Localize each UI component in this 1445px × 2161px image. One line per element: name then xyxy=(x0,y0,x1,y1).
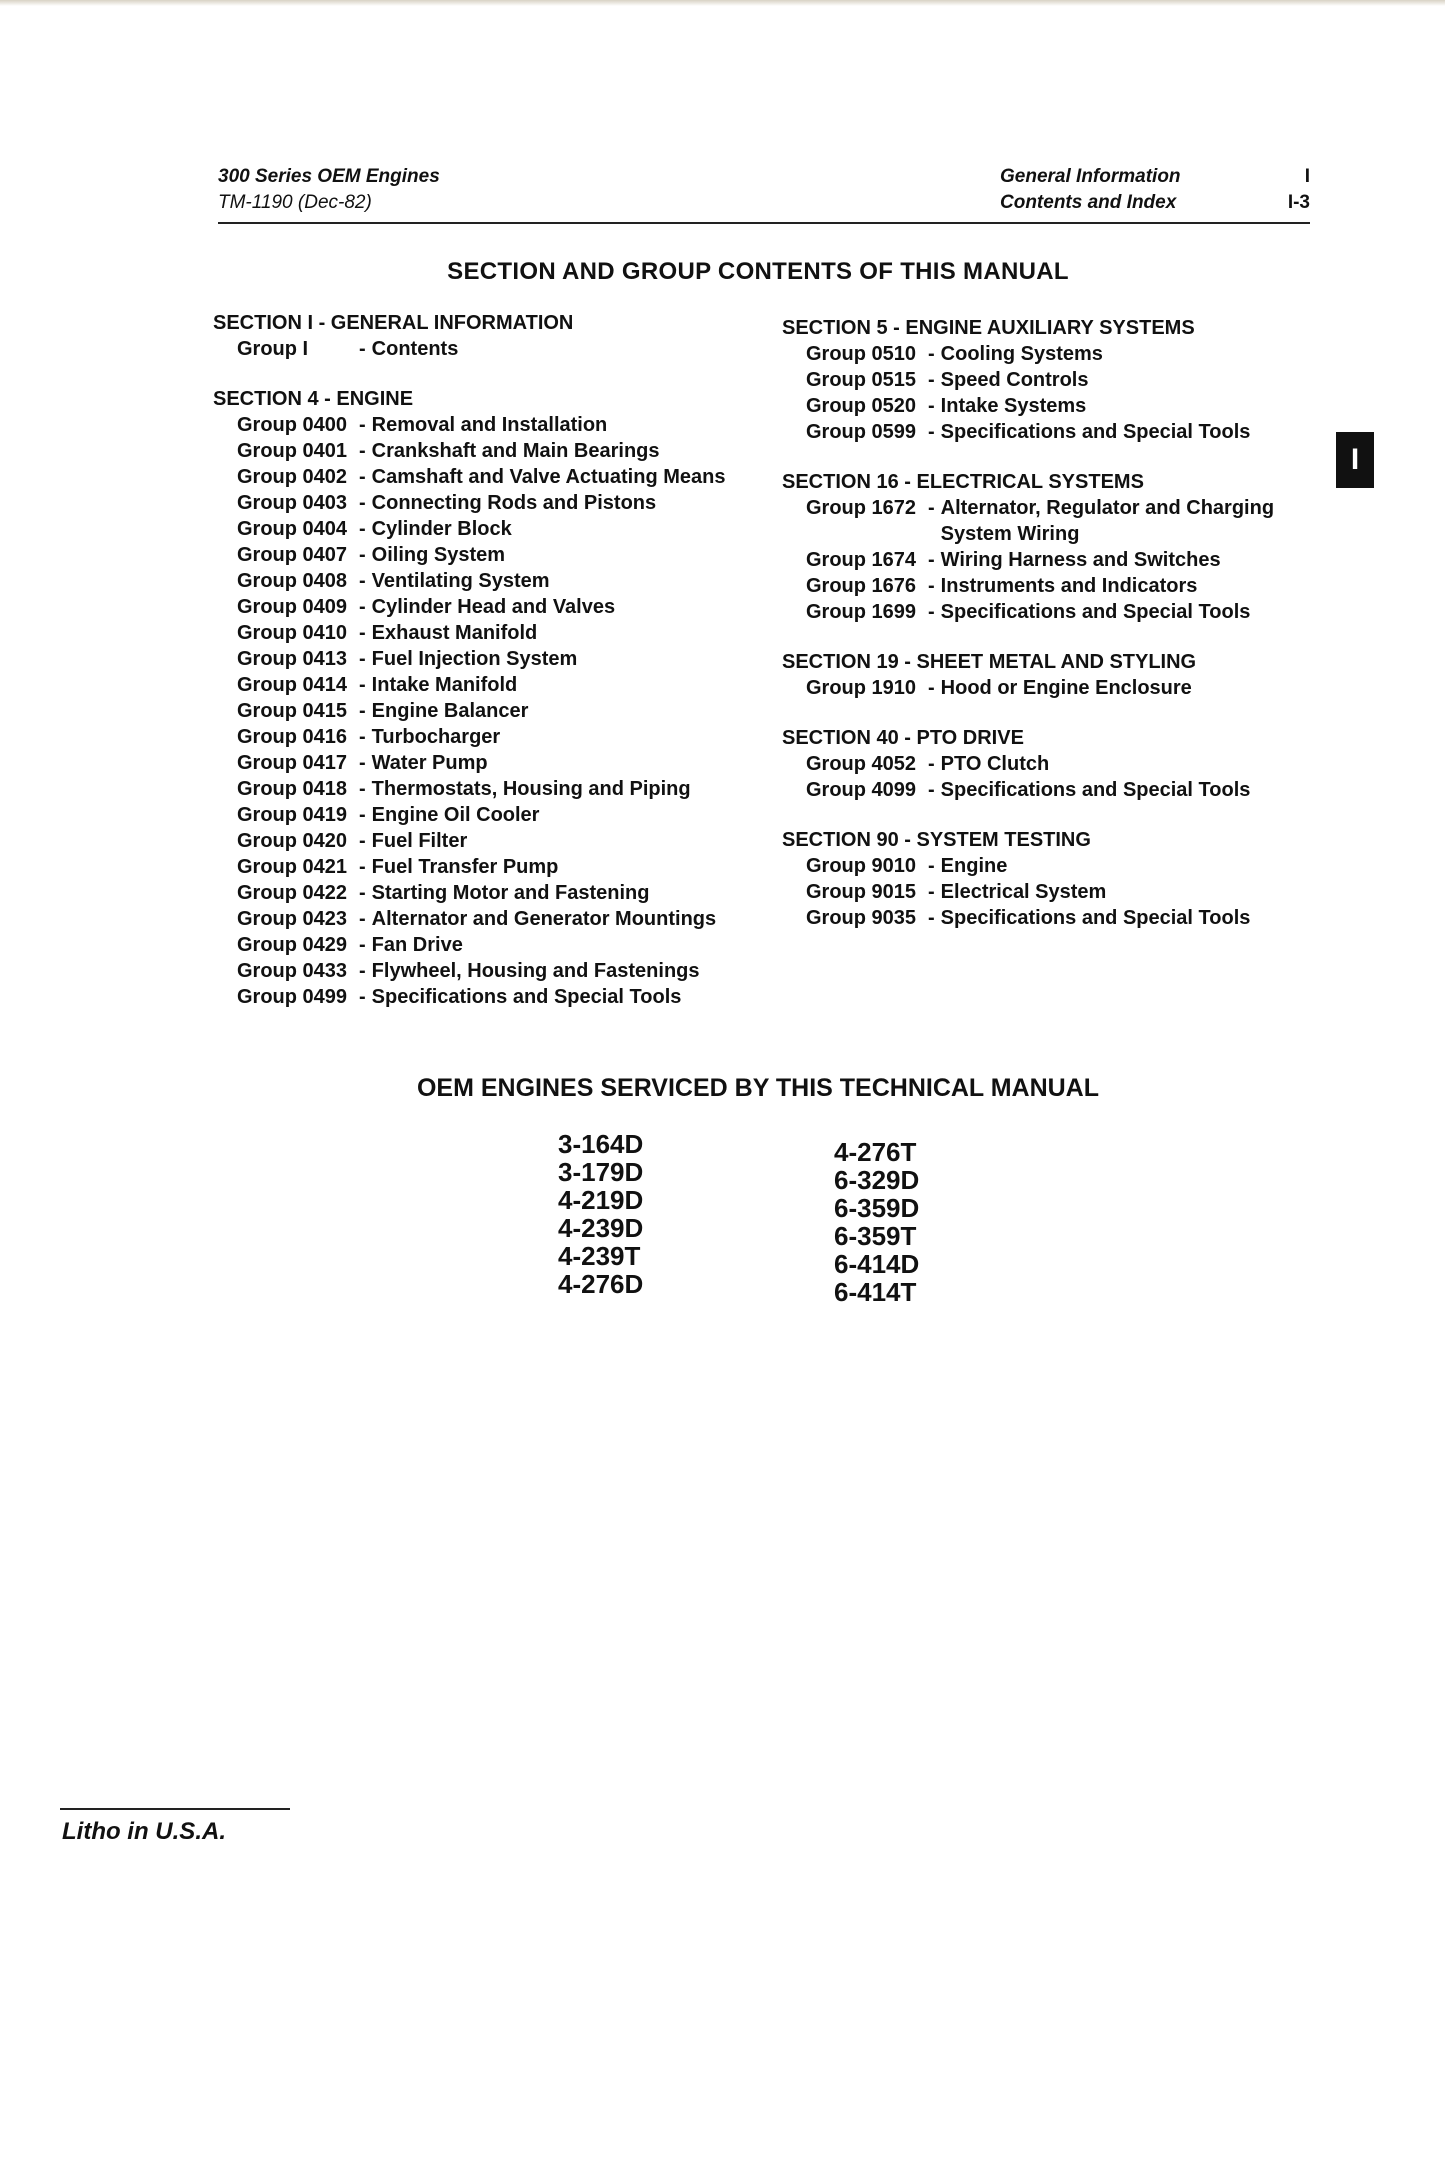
group-entry xyxy=(213,854,743,880)
engine-model: 6-414T xyxy=(834,1277,917,1307)
section-title: SECTION 16 - ELECTRICAL SYSTEMS xyxy=(782,471,1144,493)
group-code: Group 1672 xyxy=(806,497,917,519)
section-tab: I xyxy=(1336,432,1374,488)
group-code: Group 1676 xyxy=(806,575,917,597)
group-separator: - xyxy=(928,395,935,417)
group-title: Cylinder Head and Valves xyxy=(371,596,616,618)
group-title: Water Pump xyxy=(371,752,488,774)
group-separator: - xyxy=(359,882,366,904)
group-separator: - xyxy=(928,677,935,699)
contents-section xyxy=(782,469,1342,625)
section-title: SECTION 5 - ENGINE AUXILIARY SYSTEMS xyxy=(782,317,1195,339)
group-code: Group 0416 xyxy=(237,726,348,748)
group-separator: - xyxy=(359,830,366,852)
group-title: Turbocharger xyxy=(371,726,501,748)
group-code: Group 0404 xyxy=(237,518,348,540)
engine-model: 6-329D xyxy=(834,1165,920,1195)
group-title: Starting Motor and Fastening xyxy=(371,882,650,904)
engine-model: 6-359D xyxy=(834,1193,920,1223)
group-code: Group 1674 xyxy=(806,549,917,571)
group-code: Group 0400 xyxy=(237,414,348,436)
group-title: Contents xyxy=(371,338,459,360)
group-title: Specifications and Special Tools xyxy=(940,907,1251,929)
group-title: Fan Drive xyxy=(371,934,463,956)
group-title: Alternator, Regulator and Charging System Wiring xyxy=(940,497,1275,545)
group-code: Group 0403 xyxy=(237,492,348,514)
group-code: Group 0419 xyxy=(237,804,348,826)
group-title: Fuel Transfer Pump xyxy=(371,856,559,878)
group-entry xyxy=(213,906,743,932)
contents-section xyxy=(782,725,1342,803)
engine-model: 4-276D xyxy=(558,1269,644,1299)
group-separator: - xyxy=(359,752,366,774)
group-title: Instruments and Indicators xyxy=(940,575,1198,597)
group-separator: - xyxy=(928,343,935,365)
contents-section xyxy=(782,827,1342,931)
group-entry xyxy=(782,777,1342,803)
page-ref xyxy=(1280,164,1310,216)
group-entry xyxy=(782,599,1342,625)
engine-model: 4-239T xyxy=(558,1241,641,1271)
group-entry xyxy=(213,594,743,620)
group-code: Group 0420 xyxy=(237,830,348,852)
group-entry xyxy=(213,958,743,984)
group-separator: - xyxy=(359,544,366,566)
group-code: Group 0510 xyxy=(806,343,917,365)
group-title: Thermostats, Housing and Piping xyxy=(371,778,691,800)
group-entry xyxy=(213,620,743,646)
group-code: Group 0499 xyxy=(237,986,348,1008)
engine-model: 4-219D xyxy=(558,1185,644,1215)
group-title: Ventilating System xyxy=(371,570,550,592)
group-entry xyxy=(213,776,743,802)
group-code: Group 0414 xyxy=(237,674,348,696)
group-separator: - xyxy=(359,518,366,540)
group-entry xyxy=(213,880,743,906)
group-separator: - xyxy=(359,986,366,1008)
group-title: Specifications and Special Tools xyxy=(371,986,682,1008)
group-title: Specifications and Special Tools xyxy=(940,421,1251,443)
section-title: SECTION 40 - PTO DRIVE xyxy=(782,727,1024,749)
group-title: Hood or Engine Enclosure xyxy=(940,677,1192,699)
group-code: Group 0422 xyxy=(237,882,348,904)
contents-section xyxy=(213,310,743,362)
group-separator: - xyxy=(359,674,366,696)
group-title: Connecting Rods and Pistons xyxy=(371,492,657,514)
group-title: Alternator and Generator Mountings xyxy=(371,908,717,930)
group-title: Cooling Systems xyxy=(940,343,1103,365)
group-title: Oiling System xyxy=(371,544,506,566)
group-separator: - xyxy=(928,497,935,519)
header-right xyxy=(1000,164,1181,216)
group-entry xyxy=(213,802,743,828)
group-entry xyxy=(782,573,1342,599)
header-left xyxy=(218,164,440,216)
group-title: Specifications and Special Tools xyxy=(940,601,1251,623)
group-separator: - xyxy=(928,753,935,775)
group-entry xyxy=(213,438,743,464)
group-title: Exhaust Manifold xyxy=(371,622,538,644)
group-code: Group 9015 xyxy=(806,881,917,903)
engine-model: 6-414D xyxy=(834,1249,920,1279)
group-separator: - xyxy=(359,778,366,800)
contents-section xyxy=(213,386,743,1010)
group-entry xyxy=(213,646,743,672)
group-separator: - xyxy=(359,622,366,644)
group-entry xyxy=(782,879,1342,905)
group-entry xyxy=(213,464,743,490)
group-code: Group 0429 xyxy=(237,934,348,956)
group-title: Flywheel, Housing and Fastenings xyxy=(371,960,700,982)
section-title: SECTION 4 - ENGINE xyxy=(213,388,414,410)
group-code: Group 9035 xyxy=(806,907,917,929)
right-contents-column xyxy=(782,315,1342,955)
page-number: I-3 xyxy=(1287,192,1310,213)
group-separator: - xyxy=(928,881,935,903)
group-separator: - xyxy=(359,414,366,436)
group-title: Camshaft and Valve Actuating Means xyxy=(371,466,726,488)
group-code: Group 0417 xyxy=(237,752,348,774)
group-code: Group 0415 xyxy=(237,700,348,722)
group-entry xyxy=(213,542,743,568)
group-entry xyxy=(782,341,1342,367)
contents-section xyxy=(782,649,1342,701)
group-title: Engine xyxy=(940,855,1008,877)
group-code: Group 0408 xyxy=(237,570,348,592)
engine-model: 3-164D xyxy=(558,1129,644,1159)
group-title: Speed Controls xyxy=(940,369,1089,391)
group-entry xyxy=(782,675,1342,701)
group-entry xyxy=(782,393,1342,419)
group-separator: - xyxy=(359,934,366,956)
group-entry xyxy=(782,367,1342,393)
group-separator: - xyxy=(928,907,935,929)
group-separator: - xyxy=(928,779,935,801)
group-separator: - xyxy=(928,421,935,443)
group-entry xyxy=(782,547,1342,573)
group-separator: - xyxy=(359,596,366,618)
engine-model: 6-359T xyxy=(834,1221,917,1251)
group-entry xyxy=(213,336,743,362)
group-title: Intake Manifold xyxy=(371,674,518,696)
group-entry xyxy=(213,490,743,516)
group-code: Group 1699 xyxy=(806,601,917,623)
group-entry xyxy=(782,853,1342,879)
group-title: Crankshaft and Main Bearings xyxy=(371,440,660,462)
group-title: Electrical System xyxy=(940,881,1107,903)
group-entry xyxy=(213,516,743,542)
group-entry xyxy=(213,828,743,854)
group-title: Fuel Filter xyxy=(371,830,468,852)
group-separator: - xyxy=(359,804,366,826)
contents-section xyxy=(782,315,1342,445)
manual-title: 300 Series OEM Engines xyxy=(218,166,440,187)
group-code: Group 0410 xyxy=(237,622,348,644)
section-title: SECTION 90 - SYSTEM TESTING xyxy=(782,829,1091,851)
group-code: Group 0413 xyxy=(237,648,348,670)
group-title: Removal and Installation xyxy=(371,414,608,436)
group-entry xyxy=(213,698,743,724)
group-entry xyxy=(782,495,1342,547)
group-code: Group 0407 xyxy=(237,544,348,566)
group-title: Specifications and Special Tools xyxy=(940,779,1251,801)
group-title: Cylinder Block xyxy=(371,518,512,540)
page-edge xyxy=(0,0,1445,6)
engine-model: 3-179D xyxy=(558,1157,644,1187)
group-code: Group 0421 xyxy=(237,856,348,878)
group-code: Group 0599 xyxy=(806,421,917,443)
contents-title: SECTION AND GROUP CONTENTS OF THIS MANUAL xyxy=(447,258,1069,285)
group-entry xyxy=(213,672,743,698)
group-title: PTO Clutch xyxy=(940,753,1050,775)
engine-model: 4-239D xyxy=(558,1213,644,1243)
group-separator: - xyxy=(359,960,366,982)
page-section: I xyxy=(1304,166,1310,187)
group-separator: - xyxy=(359,440,366,462)
left-contents-column xyxy=(213,310,743,1034)
group-code: Group 0423 xyxy=(237,908,348,930)
engine-model: 4-276T xyxy=(834,1137,917,1167)
group-entry xyxy=(782,751,1342,777)
group-title: Fuel Injection System xyxy=(371,648,578,670)
group-separator: - xyxy=(928,855,935,877)
group-title: Intake Systems xyxy=(940,395,1087,417)
group-entry xyxy=(213,932,743,958)
group-separator: - xyxy=(928,369,935,391)
engines-list-a xyxy=(558,1130,643,1298)
group-separator: - xyxy=(359,492,366,514)
footer-rule xyxy=(60,1808,290,1810)
group-title: Wiring Harness and Switches xyxy=(940,549,1221,571)
group-code: Group 4052 xyxy=(806,753,917,775)
group-separator: - xyxy=(359,908,366,930)
group-code: Group 0520 xyxy=(806,395,917,417)
group-title: Engine Balancer xyxy=(371,700,529,722)
group-entry xyxy=(782,419,1342,445)
group-separator: - xyxy=(928,575,935,597)
group-code: Group 0515 xyxy=(806,369,917,391)
group-code: Group 0402 xyxy=(237,466,348,488)
group-separator: - xyxy=(928,601,935,623)
engines-list-b xyxy=(834,1138,919,1306)
group-entry xyxy=(213,984,743,1010)
group-code: Group 0418 xyxy=(237,778,348,800)
group-separator: - xyxy=(359,466,366,488)
group-name: Contents and Index xyxy=(1000,192,1177,213)
group-code: Group 1910 xyxy=(806,677,917,699)
engines-title: OEM ENGINES SERVICED BY THIS TECHNICAL MANUAL xyxy=(416,1074,1100,1102)
group-code: Group 0409 xyxy=(237,596,348,618)
group-separator: - xyxy=(359,700,366,722)
group-entry xyxy=(782,905,1342,931)
group-code: Group I xyxy=(237,338,309,360)
section-name: General Information xyxy=(1000,166,1181,187)
group-code: Group 9010 xyxy=(806,855,917,877)
group-separator: - xyxy=(359,570,366,592)
group-separator: - xyxy=(359,648,366,670)
group-separator: - xyxy=(359,726,366,748)
group-entry xyxy=(213,412,743,438)
group-separator: - xyxy=(359,856,366,878)
group-separator: - xyxy=(928,549,935,571)
group-entry xyxy=(213,750,743,776)
group-code: Group 0433 xyxy=(237,960,348,982)
group-entry xyxy=(213,724,743,750)
header-rule xyxy=(218,222,1310,224)
group-separator: - xyxy=(359,338,366,360)
group-code: Group 4099 xyxy=(806,779,917,801)
section-title: SECTION I - GENERAL INFORMATION xyxy=(213,312,574,334)
footer-print-note: Litho in U.S.A. xyxy=(62,1818,226,1845)
group-code: Group 0401 xyxy=(237,440,348,462)
section-title: SECTION 19 - SHEET METAL AND STYLING xyxy=(782,651,1197,673)
group-entry xyxy=(213,568,743,594)
manual-number: TM-1190 (Dec-82) xyxy=(218,192,372,213)
group-title: Engine Oil Cooler xyxy=(371,804,540,826)
